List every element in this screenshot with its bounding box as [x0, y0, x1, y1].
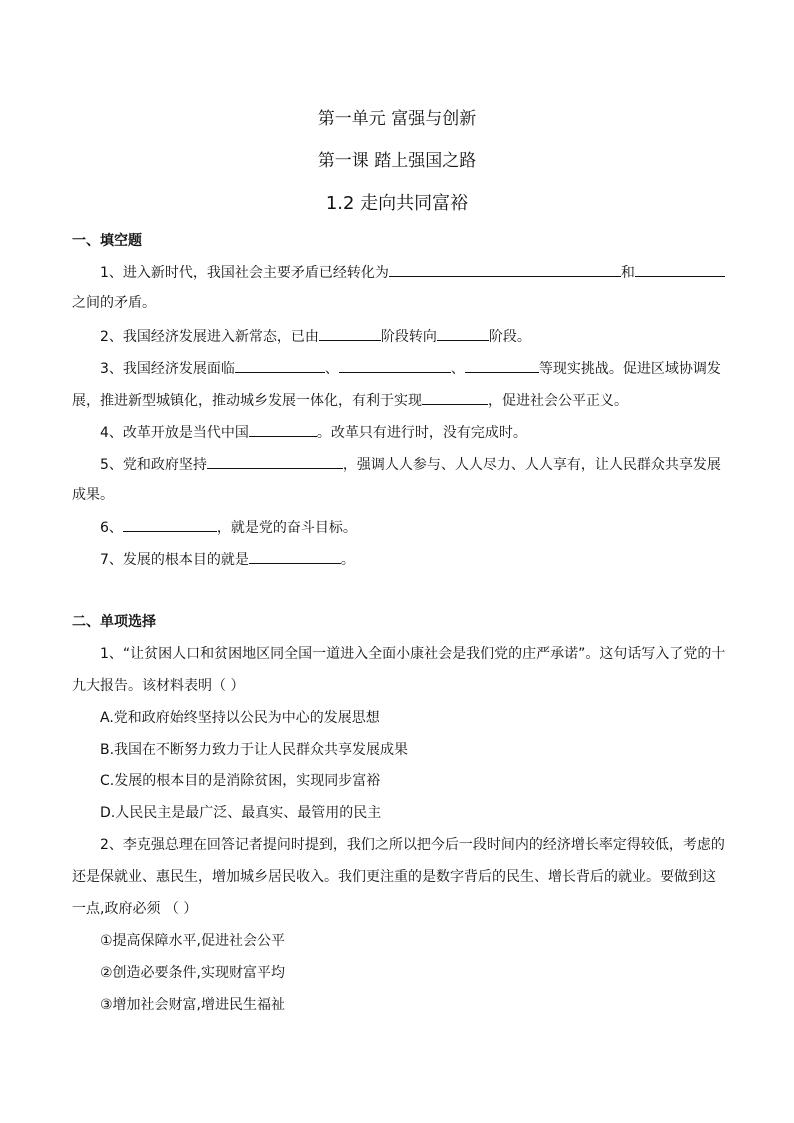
fill-q7-text-b: 。	[340, 552, 355, 568]
choice-q1-option-a[interactable]: A.党和政府始终坚持以公民为中心的发展思想	[100, 710, 380, 726]
lesson-title: 第一课 踏上强国之路	[317, 151, 477, 171]
fill-blank-line[interactable]	[389, 261, 621, 277]
fill-q2-line1	[100, 325, 752, 346]
fill-q5-text-a: 5、党和政府坚持	[100, 457, 207, 473]
fill-q4-text-b: 。改革只有进行时，没有完成时。	[316, 425, 527, 441]
fill-q1-line2: 之间的矛盾。	[72, 295, 156, 311]
fill-q3-text-d: ，促进社会公平正义。	[488, 393, 628, 409]
fill-blank-line[interactable]	[465, 357, 539, 373]
fill-q2-text-b: 阶段转向	[380, 329, 437, 345]
fill-blank-line[interactable]	[422, 389, 488, 405]
single-choice-heading: 二、单项选择	[72, 614, 156, 630]
section-title: 1.2 走向共同富裕	[325, 193, 469, 214]
fill-q5-line2: 成果。	[72, 487, 114, 503]
fill-blank-line[interactable]	[339, 357, 451, 373]
choice-q2-stem-line1: 2、李克强总理在回答记者提问时提到，我们之所以把今后一段时间内的经济增长率定得较低，考虑的	[100, 837, 725, 853]
fill-q6-text-a: 6、	[100, 520, 123, 536]
fill-blank-line[interactable]	[635, 261, 725, 277]
fill-q5-text-b: ，强调人人参与、人人尽力、人人享有，让人民群众共享发展	[342, 457, 721, 473]
choice-q1-stem-line2: 九大报告。该材料表明（ ）	[72, 678, 245, 694]
fill-q5-line1	[100, 453, 752, 474]
fill-q1-line1	[100, 261, 752, 282]
choice-q1-option-b[interactable]: B.我国在不断努力致力于让人民群众共享发展成果	[100, 742, 409, 758]
fill-q3-text-c: 展，推进新型城镇化，推动城乡发展一体化，有利于实现	[72, 393, 422, 409]
unit-title: 第一单元 富强与创新	[317, 109, 477, 129]
fill-q4-text-a: 4、改革开放是当代中国	[100, 425, 249, 441]
fill-q3-sep1: 、	[324, 361, 339, 377]
fill-blank-line[interactable]	[249, 548, 341, 564]
choice-q1-option-d[interactable]: D.人民民主是最广泛、最真实、最管用的民主	[100, 805, 382, 821]
fill-blank-line[interactable]	[249, 421, 317, 437]
choice-q2-stem-line2: 还是保就业、惠民生，增加城乡居民收入。我们更注重的是数字背后的民生、增长背后的就业。要做到这	[72, 869, 716, 885]
fill-blank-line[interactable]	[235, 357, 325, 373]
fill-q1-text-b: 和	[620, 265, 635, 281]
choice-q2-option-3[interactable]: ③增加社会财富,增进民生福祉	[100, 997, 286, 1013]
fill-q6-line1	[100, 516, 752, 537]
choice-q1-option-c[interactable]: C.发展的根本目的是消除贫困，实现同步富裕	[100, 773, 381, 789]
fill-q3-text-b: 等现实挑战。促进区域协调发	[538, 361, 721, 377]
fill-q3-line1	[100, 357, 752, 378]
fill-q3-sep2: 、	[450, 361, 465, 377]
fill-q3-text-a: 3、我国经济发展面临	[100, 361, 235, 377]
fill-q7-text-a: 7、发展的根本目的就是	[100, 552, 249, 568]
choice-q1-stem-line1: 1、“让贫困人口和贫困地区同全国一道进入全面小康社会是我们党的庄严承诺”。这句话写入了党的十	[100, 646, 726, 662]
fill-blank-line[interactable]	[319, 325, 381, 341]
fill-q3-line2	[72, 389, 724, 410]
fill-q6-text-b: ，就是党的奋斗目标。	[216, 520, 357, 536]
choice-q2-option-1[interactable]: ①提高保障水平,促进社会公平	[100, 933, 286, 949]
choice-q2-stem-line3: 一点,政府必须 （ ）	[72, 901, 198, 917]
fill-blank-line[interactable]	[207, 453, 343, 469]
fill-q2-text-c: 阶段。	[488, 329, 531, 345]
choice-q2-option-2[interactable]: ②创造必要条件,实现财富平均	[100, 965, 286, 981]
fill-blank-heading: 一、填空题	[72, 233, 142, 249]
fill-q2-text-a: 2、我国经济发展进入新常态，已由	[100, 329, 319, 345]
fill-q1-text-a: 1、进入新时代，我国社会主要矛盾已经转化为	[100, 265, 389, 281]
fill-blank-line[interactable]	[437, 325, 489, 341]
fill-q4-line1	[100, 421, 752, 442]
fill-blank-line[interactable]	[123, 516, 217, 532]
fill-q7-line1	[100, 548, 752, 569]
